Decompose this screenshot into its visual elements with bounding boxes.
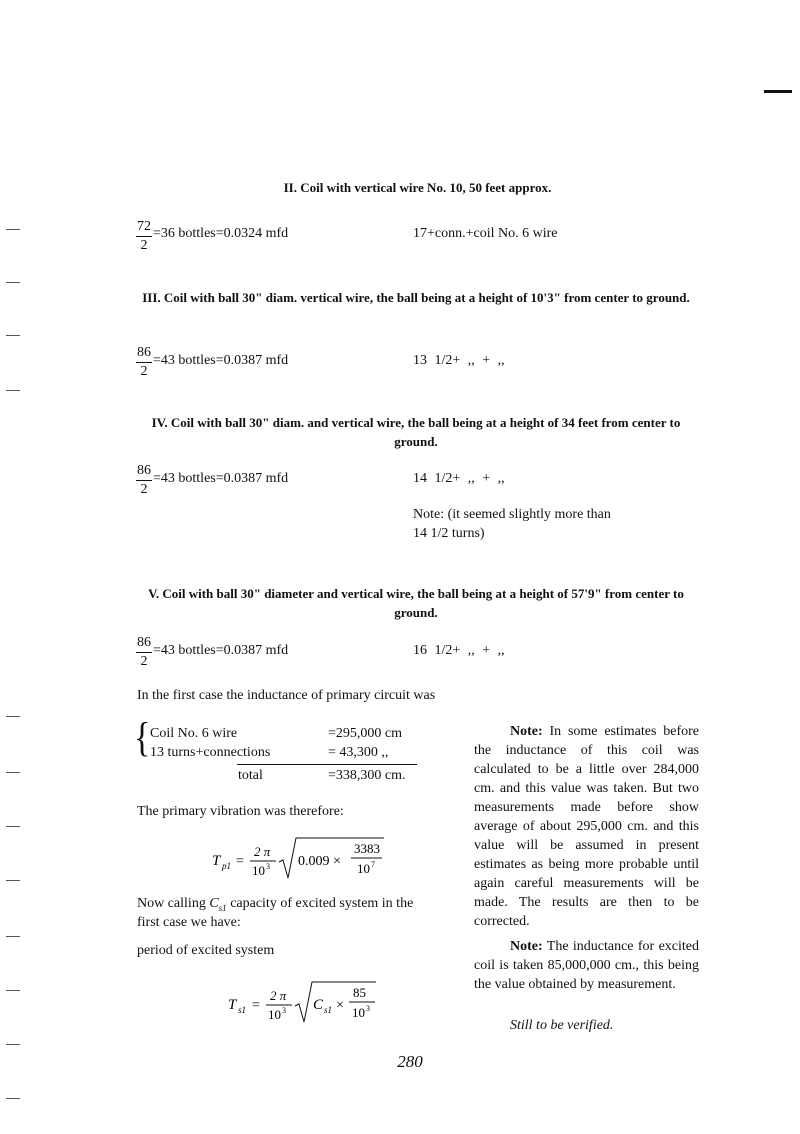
fraction-bar: [136, 362, 152, 363]
note-label: Note:: [510, 724, 543, 739]
capacity-text: =36 bottles=0.0324 mfd: [153, 226, 289, 241]
fraction-denominator: 2: [140, 238, 148, 253]
total-value: =338,300 cm.: [328, 768, 406, 783]
fraction-bar: [136, 480, 152, 481]
fraction-denominator: 2: [140, 482, 148, 497]
brace: {: [134, 716, 151, 761]
margin-tick: [6, 936, 20, 937]
fraction: [136, 463, 152, 498]
total-label: total: [238, 768, 263, 783]
formula-equals: =: [252, 998, 260, 1013]
note-line: 14 1/2 turns): [413, 526, 485, 541]
formula-exponent: 3: [266, 862, 270, 871]
margin-tick: [6, 772, 20, 773]
edge-mark: [764, 90, 792, 93]
formula-inner-denominator: 10: [357, 861, 370, 876]
note-body: In some estimates before the inductance of this coil was calculated to be a little over 284,000 cm. and this value was taken. But two measurements made before show average of about 295,000 cm. and this value will be assumed in present estimates as being more probable until again careful measurements will be made. The results are then to be corrected.: [474, 724, 700, 929]
now-calling-text: [137, 896, 413, 913]
margin-tick: [6, 229, 20, 230]
turns-text: 13 1/2+ ,, + ,,: [413, 353, 505, 368]
formula-ten: 10: [268, 1007, 281, 1022]
text-fragment: Now calling: [137, 896, 206, 911]
fraction-numerator: 86: [137, 635, 151, 650]
fraction-bar: [136, 652, 152, 653]
fraction: [136, 635, 152, 670]
inductance-row-label: Coil No. 6 wire: [150, 726, 238, 741]
formula-tp1: [200, 832, 400, 882]
margin-tick: [6, 880, 20, 881]
primary-vibration-text: The primary vibration was therefore:: [137, 804, 344, 819]
note-inductance: [474, 722, 699, 931]
turns-text: 16 1/2+ ,, + ,,: [413, 643, 505, 658]
formula-inner-denominator: 10: [352, 1005, 365, 1020]
text-fragment: capacity of excited system in the: [230, 896, 414, 911]
formula-exponent: 3: [366, 1004, 370, 1013]
sum-line: [237, 764, 417, 765]
formula-subscript: p1: [222, 861, 231, 871]
margin-tick: [6, 716, 20, 717]
page-number: 280: [397, 1052, 423, 1071]
formula-inner-numerator: 85: [353, 985, 366, 1000]
turns-text: 14 1/2+ ,, + ,,: [413, 471, 505, 486]
capacity-text: =43 bottles=0.0387 mfd: [153, 353, 289, 368]
capacity-text: =43 bottles=0.0387 mfd: [153, 643, 289, 658]
section-heading-iv: IV. Coil with ball 30" diam. and vertical wire, the ball being at a height of 34 feet from center to ground.: [151, 415, 681, 449]
formula-inner-numerator: 3383: [354, 841, 380, 856]
margin-tick: [6, 390, 20, 391]
formula-subscript: s1: [238, 1005, 247, 1015]
fraction-bar: [136, 236, 152, 237]
still-to-be-verified: Still to be verified.: [510, 1018, 614, 1033]
formula-two-pi: 2 π: [270, 988, 287, 1003]
formula-two-pi: 2 π: [254, 844, 271, 859]
margin-tick: [6, 282, 20, 283]
fraction-denominator: 2: [140, 364, 148, 379]
fraction: [136, 345, 152, 380]
formula-ts1: [218, 978, 388, 1024]
section-heading-v: V. Coil with ball 30" diameter and vertical wire, the ball being at a height of 57'9" from center to ground.: [148, 586, 684, 620]
note-label: Note:: [510, 939, 543, 954]
formula-equals: =: [236, 854, 244, 869]
fraction-numerator: 86: [137, 463, 151, 478]
section-heading-iii: III. Coil with ball 30" diam. vertical wire, the ball being at a height of 10'3" from center to ground.: [142, 290, 690, 305]
formula-symbol: T: [212, 853, 221, 869]
fraction: [136, 219, 152, 254]
symbol-c: C: [209, 896, 219, 911]
inductance-row-value: =295,000 cm: [328, 726, 402, 741]
inductance-row-value: = 43,300 ,,: [328, 745, 389, 760]
margin-tick: [6, 990, 20, 991]
formula-exponent: 3: [282, 1006, 286, 1015]
margin-tick: [6, 1098, 20, 1099]
formula-symbol: T: [228, 997, 237, 1013]
fraction-numerator: 86: [137, 345, 151, 360]
now-calling-text-2: first case we have:: [137, 915, 241, 930]
turns-text: 17+conn.+coil No. 6 wire: [413, 226, 558, 241]
formula-exponent: 7: [371, 860, 375, 869]
capacity-text: =43 bottles=0.0387 mfd: [153, 471, 289, 486]
formula-coefficient: 0.009 ×: [298, 854, 341, 869]
section-heading-ii: II. Coil with vertical wire No. 10, 50 feet approx.: [283, 180, 552, 195]
note-body: The inductance for excited coil is taken 85,000,000 cm., this being the value obtained by measurement.: [474, 939, 699, 992]
formula-ten: 10: [252, 863, 265, 878]
intro-text: In the first case the inductance of primary circuit was: [137, 688, 436, 703]
fraction-denominator: 2: [140, 654, 148, 669]
inductance-row-label: 13 turns+connections: [150, 745, 271, 760]
formula-subscript: s1: [324, 1005, 333, 1015]
period-text: period of excited system: [137, 943, 275, 958]
margin-tick: [6, 335, 20, 336]
margin-tick: [6, 826, 20, 827]
note-line: Note: (it seemed slightly more than: [413, 507, 611, 522]
symbol-subscript: s1: [218, 902, 227, 913]
fraction-numerator: 72: [137, 219, 151, 234]
note-excited-coil: [474, 937, 699, 994]
margin-tick: [6, 1044, 20, 1045]
formula-capacity: C: [313, 997, 324, 1013]
formula-times: ×: [336, 998, 344, 1013]
